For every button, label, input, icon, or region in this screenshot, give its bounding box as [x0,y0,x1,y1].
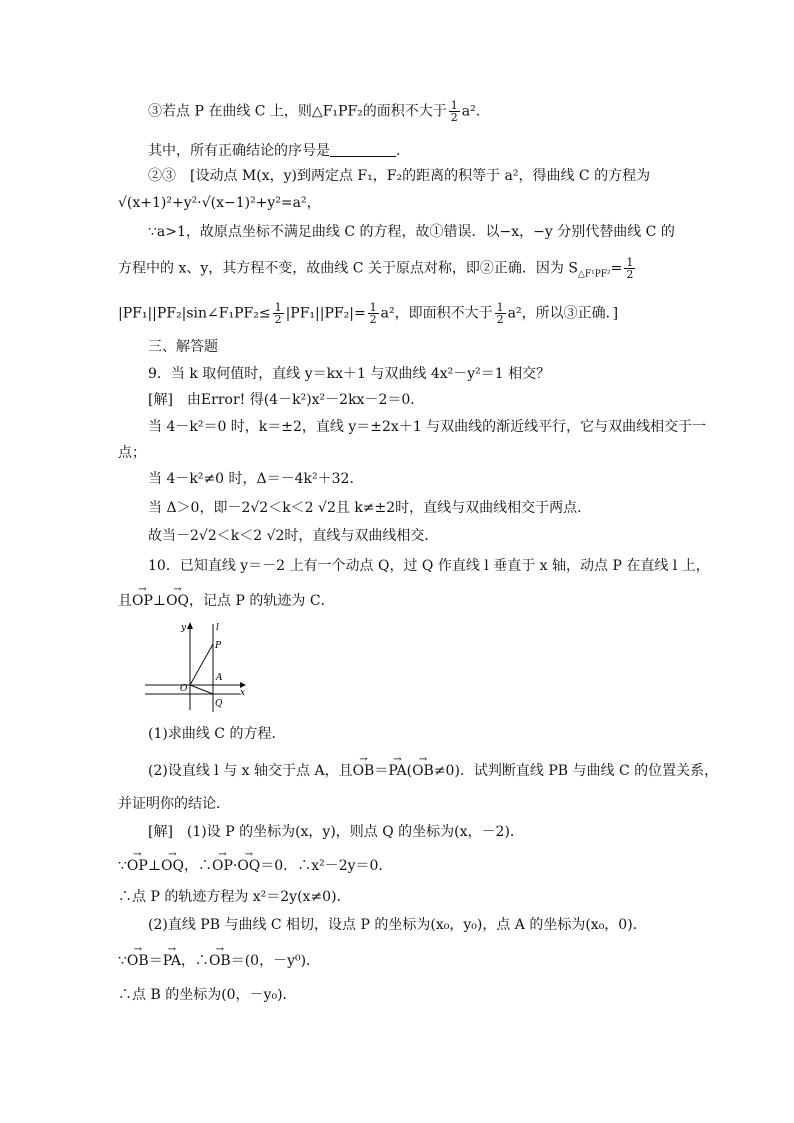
solution-10-4: (2)直线 PB 与曲线 C 相切，设点 P 的坐标为(x₀，y₀)，点 A 的坐标为(x₀，0)． [148,917,647,933]
answer-line: ②③ [设动点 M(x，y)到两定点 F₁，F₂的距离的积等于 a²，得曲线 C 的方程为 [148,168,651,184]
solution-9-5: 当 Δ＞0，即－2√2＜k＜2 √2且 k≠±2时，直线与双曲线相交于两点． [148,500,592,516]
part-2-cont: 并证明你的结论． [118,796,230,812]
label-x: x [240,688,246,698]
problem-10: 10．已知直线 y＝－2 上有一个动点 Q，过 Q 作直线 l 垂直于 x 轴，动点 P 在直线 l 上， [148,558,710,574]
segment-oq [190,685,213,694]
problem-9: 9．当 k 取何值时，直线 y＝kx＋1 与双曲线 4x²－y²＝1 相交？ [148,366,551,382]
solution-9-2: 当 4－k²＝0 时，k＝±2，直线 y＝±2x＋1 与双曲线的渐近线平行，它与双曲线相交于一 [148,419,707,435]
solution-10-3: ∴点 P 的轨迹方程为 x²＝2y(x≠0)． [118,889,351,905]
curve-equation: √(x+1)²+y²·√(x−1)²+y²=a²， [118,195,321,211]
part-2: (2)设直线 l 与 x 轴交于点 A，且→ OB＝→ PA(→ OB≠0)．试判断直线 PB 与曲线 C 的位置关系， [148,761,718,781]
solution-10-6: ∴点 B 的坐标为(0，－y₀)． [118,987,297,1003]
question-prompt: 其中，所有正确结论的序号是 . [148,143,401,159]
coordinate-figure [145,620,255,715]
section-heading: 三、解答题 [148,339,218,355]
label-y: y [181,623,187,633]
y-axis-arrow [187,622,193,629]
label-p: P [215,641,222,651]
solution-10-2: ∵→ OP⊥→ OQ，∴→ OP·→ OQ＝0．∴x²－2y＝0． [118,856,392,876]
explanation-1: ∵a>1，故原点坐标不满足曲线 C 的方程，故①错误．以−x，−y 分别代替曲线 C 的 [148,224,675,240]
solution-9-3: 点； [118,445,146,461]
label-l: l [216,623,219,633]
segment-op [190,644,213,685]
fraction-half: $\frac{1}{2}$ [450,99,458,124]
statement-3: ③若点 P 在曲线 C 上，则△F₁PF₂的面积不大于 $\frac{1}{2}$ a². [148,99,481,124]
problem-10-cont: 且→ OP⊥→ OQ，记点 P 的轨迹为 C． [118,591,335,611]
label-o: O [180,684,188,694]
solution-9-1: [解] 由Error! 得(4－k²)x²－2kx－2＝0． [148,392,425,408]
part-1: (1)求曲线 C 的方程． [148,726,286,742]
solution-9-4: 当 4－k²≠0 时，Δ＝－4k²＋32． [148,471,364,487]
solution-9-6: 故当－2√2＜k＜2 √2时，直线与双曲线相交． [148,528,439,544]
solution-10-5: ∵→ OB＝→ PA，∴→ OB＝(0，－y⁰)． [118,951,320,971]
answer-blank [330,142,396,157]
label-a: A [216,673,223,683]
label-q: Q [215,699,223,709]
explanation-3: |PF₁||PF₂|sin∠F₁PF₂≤ $\frac{1}{2}$ |PF₁||PF₂|= $\frac{1}{2}$ a²，即面积不大于 $\frac{1}{2}$ a²，所以③正确．] [118,301,619,326]
solution-10-1: [解] (1)设 P 的坐标为(x，y)，则点 Q 的坐标为(x，－2)． [148,824,524,840]
explanation-2: 方程中的 x、y，其方程不变，故曲线 C 关于原点对称，即②正确．因为 $S_{\triangle F^1PF^2}=$ $\frac{1}{2}$ [118,256,634,281]
